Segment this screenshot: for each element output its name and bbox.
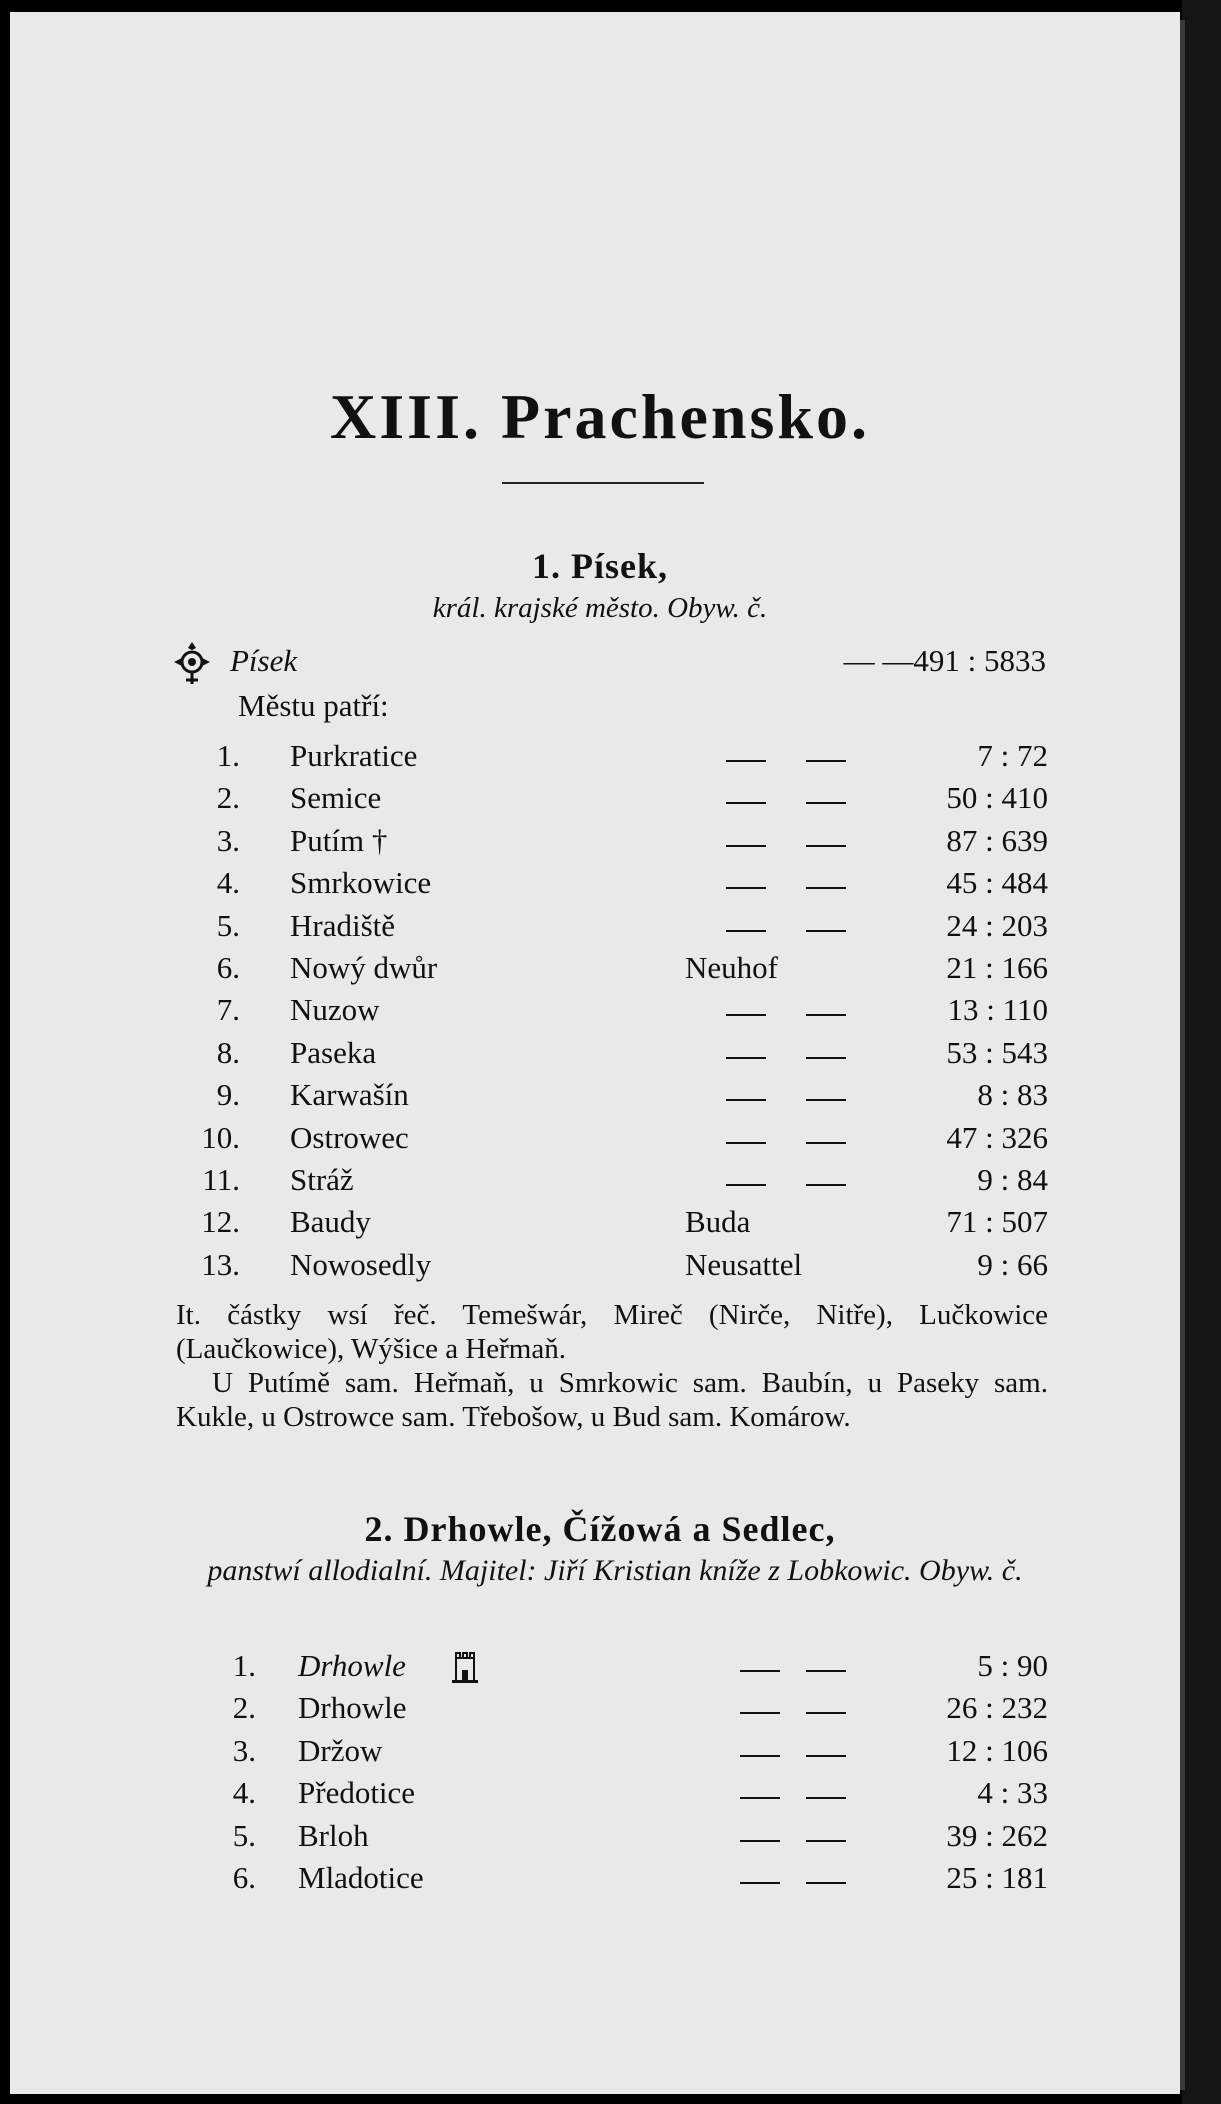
population-value: 26 : 232 [946, 1690, 1048, 1726]
dash [740, 1882, 780, 1884]
section2-subtitle: panstwí allodialní. Majitel: Jiří Kristian kníže z Lobkowic. Obyw. č. [207, 1554, 1023, 1587]
place-name: Smrkowice [290, 865, 432, 901]
row-number: 6. [232, 1860, 256, 1895]
table-row [200, 780, 1048, 820]
row-number: 1. [216, 738, 240, 773]
table-row [200, 1733, 1048, 1773]
table-row [200, 1077, 1048, 1117]
section1-note-2: U Putímě sam. Heřmaň, u Smrkowic sam. Baubín, u Paseky sam. Kukle, u Ostrowce sam. Třebošow, u Bud sam. Komárow. [176, 1367, 1048, 1433]
dash [806, 1142, 846, 1144]
population-value: 47 : 326 [946, 1119, 1048, 1155]
table-row [200, 1690, 1048, 1730]
place-name: Nuzow [290, 992, 380, 1028]
place-name: Purkratice [290, 738, 418, 773]
row-number: 6. [216, 950, 240, 985]
population-value: 13 : 110 [947, 992, 1048, 1028]
place-name: Drhowle [298, 1648, 406, 1683]
table-row [200, 992, 1048, 1032]
coat-of-arms-icon [170, 640, 214, 691]
table-row [200, 823, 1048, 863]
dash [806, 1882, 846, 1884]
place-name: Paseka [290, 1034, 377, 1070]
dash [806, 1755, 846, 1757]
dash [726, 930, 766, 932]
row-number: 11. [202, 1162, 240, 1197]
place-name: Brloh [298, 1817, 369, 1853]
population-value: 50 : 410 [946, 780, 1048, 816]
place-name: Hradiště [290, 907, 396, 943]
population-value: 39 : 262 [946, 1817, 1048, 1853]
table-row [200, 1204, 1048, 1244]
row-number: 5. [216, 907, 240, 943]
place-name: Mladotice [298, 1860, 424, 1895]
place-name: Semice [290, 780, 382, 816]
row-number: 3. [232, 1732, 256, 1768]
population-value: 45 : 484 [946, 865, 1048, 901]
place-name: Karwašín [290, 1077, 409, 1113]
dash [806, 760, 846, 762]
population-value: 9 : 84 [977, 1162, 1048, 1197]
table-row [200, 865, 1048, 905]
table-row [200, 1860, 1048, 1900]
german-name: Buda [685, 1204, 751, 1240]
place-name: Nowý dwůr [290, 950, 438, 985]
section1-intro: Městu patří: [238, 688, 389, 723]
dash [726, 1014, 766, 1016]
german-name: Neusattel [685, 1246, 803, 1282]
population-value: 8 : 83 [977, 1077, 1048, 1113]
row-number: 10. [201, 1119, 240, 1155]
dash [806, 802, 846, 804]
row-number: 4. [232, 1775, 256, 1811]
dash [726, 845, 766, 847]
main-place-value: — —491 : 5833 [843, 643, 1046, 678]
table-row [200, 1035, 1048, 1075]
section1-note-1: It. částky wsí řeč. Temešwár, Mireč (Nirče, Nitře), Lučkowice (Laučkowice), Wýšice a Heřmaň. [176, 1299, 1048, 1365]
title-rule [502, 482, 704, 484]
dash [726, 1057, 766, 1059]
dash [740, 1797, 780, 1799]
table-row [200, 1247, 1048, 1287]
population-value: 25 : 181 [946, 1860, 1048, 1895]
place-name: Předotice [298, 1775, 416, 1811]
dash [806, 1712, 846, 1714]
dash [806, 930, 846, 932]
table-row [200, 1648, 1048, 1688]
dash [806, 887, 846, 889]
dash [806, 1670, 846, 1672]
table-row [200, 1120, 1048, 1160]
book-spine [1182, 0, 1221, 2104]
population-value: 21 : 166 [946, 950, 1048, 985]
table-row [200, 950, 1048, 990]
population-value: 53 : 543 [946, 1034, 1048, 1070]
dash [740, 1670, 780, 1672]
german-name: Neuhof [685, 950, 778, 985]
row-number: 5. [232, 1817, 256, 1853]
table-row [200, 1818, 1048, 1858]
dash [806, 845, 846, 847]
section1-subtitle: král. krajské město. Obyw. č. [432, 592, 768, 624]
dash [806, 1057, 846, 1059]
place-name: Baudy [290, 1204, 371, 1240]
dash [726, 760, 766, 762]
dash [740, 1840, 780, 1842]
row-number: 7. [216, 992, 240, 1028]
place-name: Nowosedly [290, 1246, 432, 1282]
dash [806, 1797, 846, 1799]
row-number: 3. [216, 822, 240, 858]
row-number: 4. [216, 865, 240, 901]
row-number: 2. [232, 1690, 256, 1726]
population-value: 4 : 33 [977, 1775, 1048, 1811]
dash [726, 1142, 766, 1144]
place-name: Ostrowec [290, 1119, 409, 1155]
row-number: 9. [216, 1077, 240, 1113]
place-name: Drhowle [298, 1690, 407, 1726]
place-name: Držow [298, 1732, 383, 1768]
castle-tower-icon [452, 1650, 478, 1692]
dash [740, 1755, 780, 1757]
row-number: 2. [216, 780, 240, 816]
row-number: 8. [216, 1034, 240, 1070]
dash [726, 1099, 766, 1101]
table-row [200, 908, 1048, 948]
population-value: 9 : 66 [977, 1246, 1048, 1282]
population-value: 12 : 106 [946, 1732, 1048, 1768]
dash [740, 1712, 780, 1714]
row-number: 1. [232, 1648, 256, 1683]
section2-heading: 2. Drhowle, Čížowá a Sedlec, [364, 1509, 836, 1549]
row-number: 12. [201, 1204, 240, 1240]
place-name: Stráž [290, 1162, 354, 1197]
population-value: 24 : 203 [946, 907, 1048, 943]
main-place-name: Písek [230, 643, 298, 678]
table-row [200, 738, 1048, 778]
dash [806, 1099, 846, 1101]
dash [726, 802, 766, 804]
place-name: Putím † [290, 822, 388, 858]
dash [806, 1840, 846, 1842]
population-value: 71 : 507 [946, 1204, 1048, 1240]
page-title: XIII. Prachensko. [330, 381, 870, 452]
row-number: 13. [201, 1246, 240, 1282]
population-value: 5 : 90 [977, 1648, 1048, 1683]
dash [726, 1184, 766, 1186]
dash [806, 1184, 846, 1186]
dash [726, 887, 766, 889]
population-value: 87 : 639 [946, 822, 1048, 858]
dash [806, 1014, 846, 1016]
page-edge [1180, 20, 1185, 2090]
section1-heading: 1. Písek, [531, 546, 668, 586]
population-value: 7 : 72 [977, 738, 1048, 773]
table-row [200, 1162, 1048, 1202]
table-row [200, 1775, 1048, 1815]
